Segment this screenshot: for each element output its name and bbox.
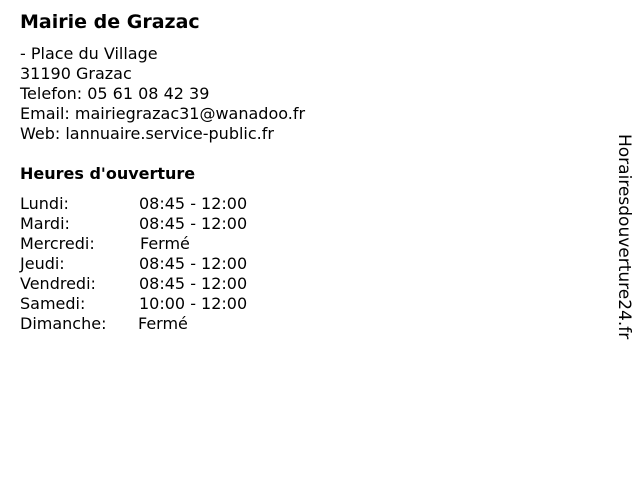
street-address: - Place du Village xyxy=(20,44,158,63)
day-label: Mercredi: xyxy=(20,234,95,253)
day-label: Dimanche: xyxy=(20,314,107,333)
day-label: Jeudi: xyxy=(20,254,65,273)
day-label: Vendredi: xyxy=(20,274,96,293)
opening-time: 10:00 - 12:00 xyxy=(139,294,248,313)
opening-time: 08:45 - 12:00 xyxy=(139,214,248,233)
phone-number: Telefon: 05 61 08 42 39 xyxy=(20,84,210,103)
hours-row-dimanche xyxy=(20,314,320,334)
opening-time: Fermé xyxy=(138,314,188,333)
hours-row-mardi xyxy=(20,214,320,234)
website: Web: lannuaire.service-public.fr xyxy=(20,124,274,143)
day-label: Mardi: xyxy=(20,214,70,233)
opening-time: Fermé xyxy=(140,234,190,253)
hours-row-samedi xyxy=(20,294,320,314)
opening-hours-list xyxy=(20,194,320,334)
opening-time: 08:45 - 12:00 xyxy=(139,194,248,213)
opening-hours-heading: Heures d'ouverture xyxy=(20,164,196,183)
city-postal-code: 31190 Grazac xyxy=(20,64,132,83)
site-watermark: Horairesdouverture24.fr xyxy=(614,134,634,340)
day-label: Lundi: xyxy=(20,194,69,213)
day-label: Samedi: xyxy=(20,294,86,313)
opening-time: 08:45 - 12:00 xyxy=(139,274,248,293)
page-title: Mairie de Grazac xyxy=(20,11,200,33)
email-address: Email: mairiegrazac31@wanadoo.fr xyxy=(20,104,306,123)
hours-row-jeudi xyxy=(20,254,320,274)
address-block xyxy=(20,44,305,144)
opening-time: 08:45 - 12:00 xyxy=(139,254,248,273)
hours-row-mercredi xyxy=(20,234,320,254)
hours-row-lundi xyxy=(20,194,320,214)
hours-row-vendredi xyxy=(20,274,320,294)
